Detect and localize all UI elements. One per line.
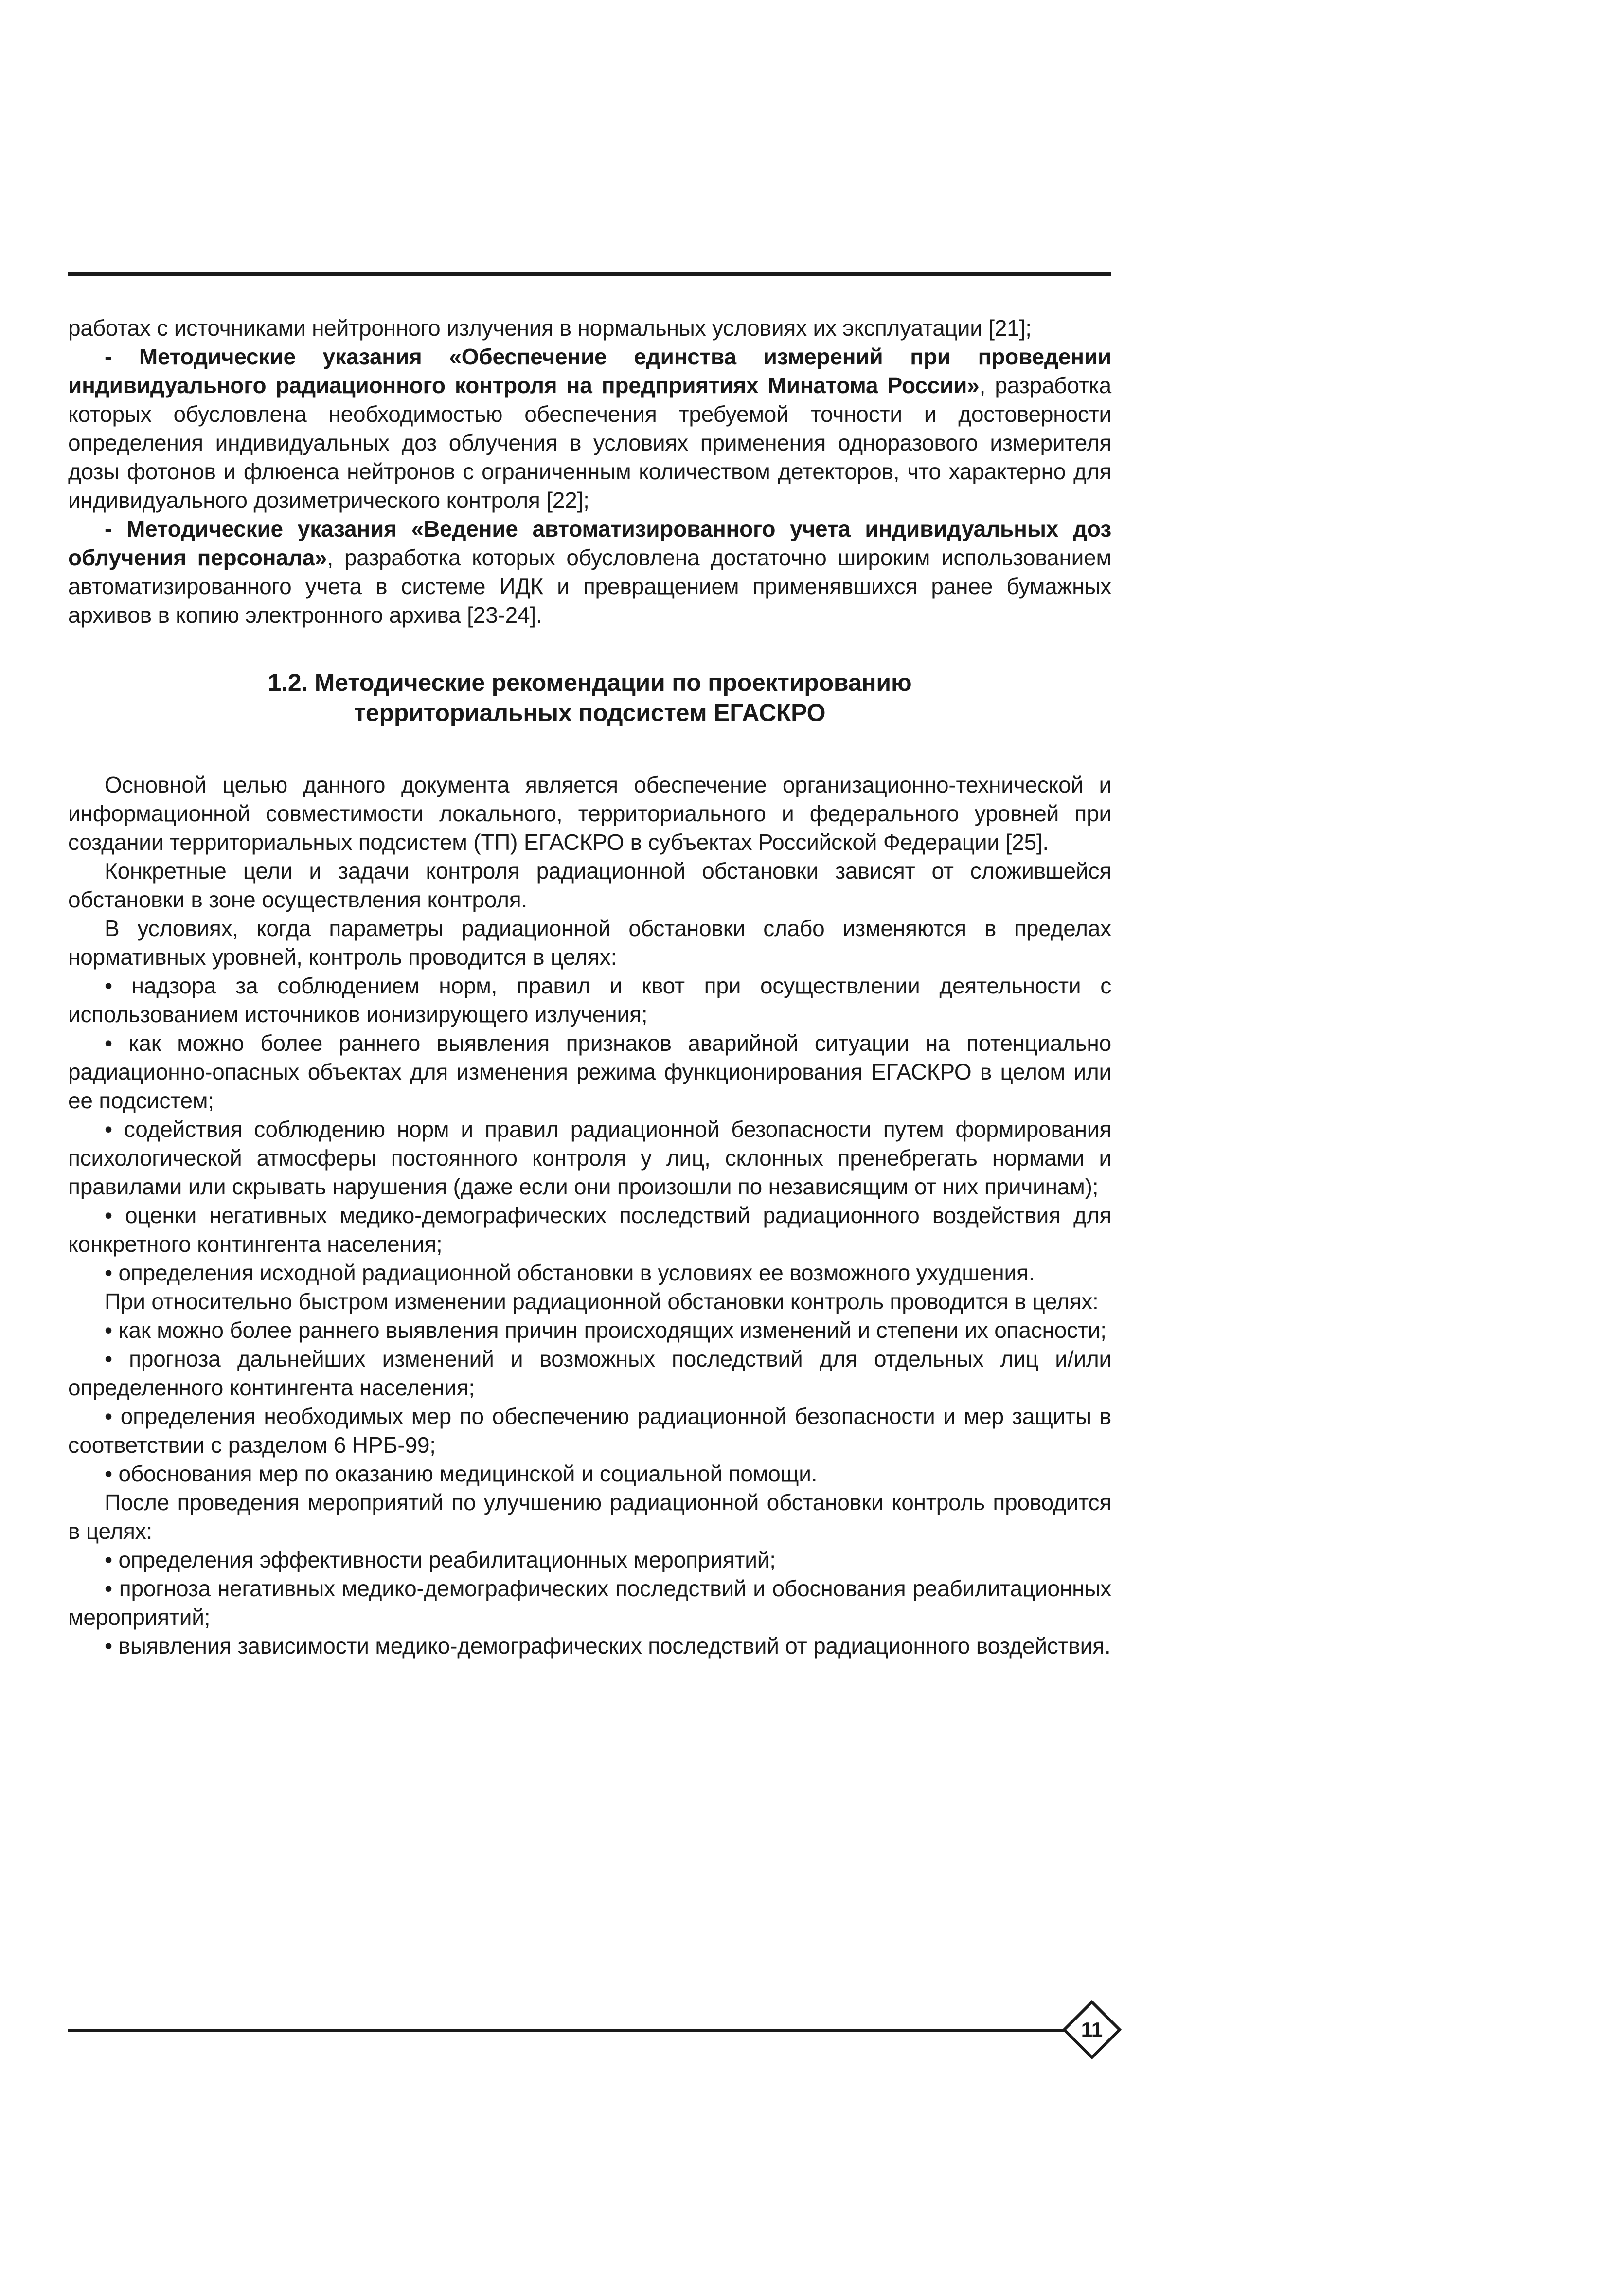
list-item: • как можно более раннего выявления признаков аварийной ситуации на потенциально радиационно-опасных объектах для изменения режима функционирования ЕГАСКРО в целом или ее подсистем; bbox=[68, 1030, 1111, 1113]
list-item: • выявления зависимости медико-демографических последствий от радиационного воздействия. bbox=[105, 1633, 1111, 1659]
list-item: • содействия соблюдению норм и правил радиационной безопасности путем формирования психологической атмосферы постоянного контроля у лиц, склонных пренебрегать нормами и правилами или скрывать нарушения (даже если они произошли по независящим от них причинам); bbox=[68, 1117, 1111, 1199]
list-item: • оценки негативных медико-демографических последствий радиационного воздействия для конкретного контингента населения; bbox=[68, 1203, 1111, 1257]
intro-paragraph-1: работах с источниками нейтронного излучения в нормальных условиях их эксплуатации [21]; bbox=[68, 315, 1032, 341]
body-paragraph-1: Основной целью данного документа является обеспечение организационно-технической и информационной совместимости локального, территориального и федерального уровней при создании территориальных подсистем (ТП) ЕГАСКРО в субъектах Российской Федерации [25]. bbox=[68, 772, 1111, 855]
intro-paragraph-2 bbox=[68, 343, 1111, 515]
list-item: • определения исходной радиационной обстановки в условиях ее возможного ухудшения. bbox=[105, 1260, 1035, 1285]
list-item: • как можно более раннего выявления причин происходящих изменений и степени их опасности; bbox=[105, 1317, 1106, 1343]
list-item: • определения эффективности реабилитационных мероприятий; bbox=[105, 1547, 776, 1572]
body-paragraph-3: В условиях, когда параметры радиационной обстановки слабо изменяются в пределах нормативных уровней, контроль проводится в целях: bbox=[68, 916, 1111, 970]
page-number: 11 bbox=[1081, 2018, 1103, 2041]
section-title-line-1: 1.2. Методические рекомендации по проектированию bbox=[268, 669, 912, 696]
body-paragraph-2: Конкретные цели и задачи контроля радиационной обстановки зависят от сложившейся обстановки в зоне осуществления контроля. bbox=[68, 858, 1111, 912]
list-item: • определения необходимых мер по обеспечению радиационной безопасности и мер защиты в соответствии с разделом 6 НРБ-99; bbox=[68, 1404, 1111, 1458]
body-paragraph-4: При относительно быстром изменении радиационной обстановки контроль проводится в целях: bbox=[105, 1289, 1099, 1314]
intro-paragraph-2-bold: - Методические указания «Обеспечение единства измерений при проведении индивидуального радиационного контроля на предприятиях Минатома России» bbox=[68, 344, 1111, 398]
intro-paragraph-3-bold: - Методические указания «Ведение автоматизированного учета индивидуальных доз облучения персонала» bbox=[68, 516, 1111, 570]
list-item: • надзора за соблюдением норм, правил и квот при осуществлении деятельности с использованием источников ионизирующего излучения; bbox=[68, 973, 1111, 1027]
section-title-line-2: территориальных подсистем ЕГАСКРО bbox=[354, 699, 826, 726]
body-paragraph-5: После проведения мероприятий по улучшению радиационной обстановки контроль проводится в целях: bbox=[68, 1490, 1111, 1544]
header-rule bbox=[68, 272, 1111, 276]
list-item: • прогноза негативных медико-демографических последствий и обоснования реабилитационных мероприятий; bbox=[68, 1576, 1111, 1630]
list-item: • прогноза дальнейших изменений и возможных последствий для отдельных лиц и/или определенного контингента населения; bbox=[68, 1346, 1111, 1400]
intro-paragraph-2-text: , разработка которых обусловлена необходимостью обеспечения требуемой точности и достоверности определения индивидуальных доз облучения в условиях применения одноразового измерителя дозы фотонов и флюенса нейтронов с ограниченным количеством детекторов, что характерно для индивидуального дозиметрического контроля [22]; bbox=[68, 373, 1111, 513]
page-content bbox=[68, 314, 1111, 1660]
list-item: • обоснования мер по оказанию медицинской и социальной помощи. bbox=[105, 1461, 818, 1486]
intro-paragraph-3 bbox=[68, 515, 1111, 630]
intro-paragraph-3-text: , разработка которых обусловлена достаточно широким использованием автоматизированного учета в системе ИДК и превращением применявшихся ранее бумажных архивов в копию электронного архива [23-24]. bbox=[68, 545, 1111, 628]
footer-rule bbox=[68, 2029, 1065, 2032]
section-title bbox=[68, 667, 1111, 728]
